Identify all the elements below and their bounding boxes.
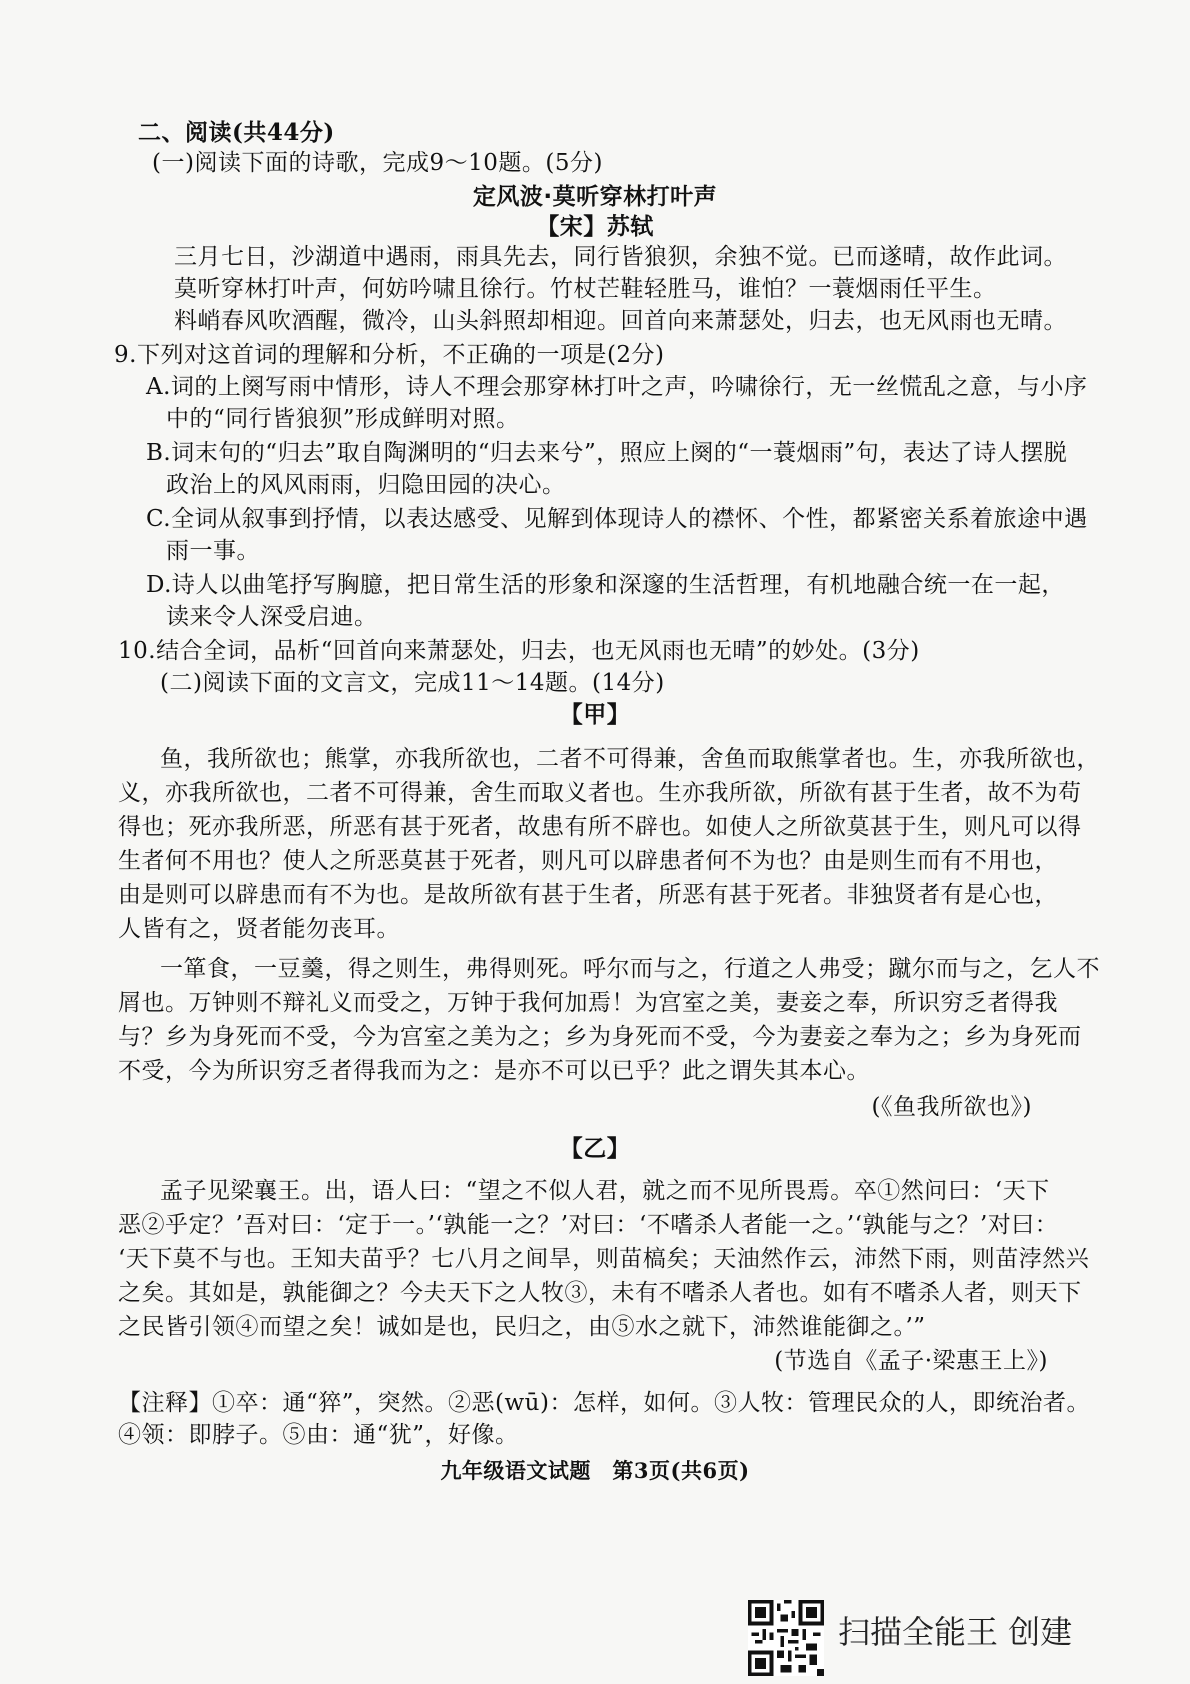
- part1-intro: (一)阅读下面的诗歌，完成9～10题。(5分): [152, 150, 603, 176]
- option-c-line-1: C.全词从叙事到抒情，以表达感受、见解到体现诗人的襟怀、个性，都紧密关系着旅途中遇: [146, 506, 1088, 532]
- yi-heading: 【乙】: [559, 1135, 631, 1162]
- jia-p2-line-4: 不受，今为所识穷乏者得我而为之：是亦不可以已乎？此之谓失其本心。: [118, 1058, 870, 1084]
- option-a-line-2: 中的“同行皆狼狈”形成鲜明对照。: [166, 406, 520, 432]
- section-heading: 二、阅读(共44分): [138, 119, 335, 146]
- jia-p1-line-2: 义，亦我所欲也，二者不可得兼，舍生而取义者也。生亦我所欲，所欲有甚于生者，故不为苟: [118, 780, 1082, 806]
- yi-p1-line-3: ‘天下莫不与也。王知夫苗乎？七八月之间旱，则苗槁矣；天油然作云，沛然下雨，则苗浡然兴: [118, 1246, 1090, 1272]
- jia-p1-line-3: 得也；死亦我所恶，所恶有甚于死者，故患有所不辟也。如使人之所欲莫甚于生，则凡可以得: [118, 814, 1082, 840]
- poem-line-2: 料峭春风吹酒醒，微冷，山头斜照却相迎。回首向来萧瑟处，归去，也无风雨也无晴。: [174, 308, 1067, 334]
- page-footer: 九年级语文试题 第3页(共6页): [440, 1458, 750, 1483]
- jia-p1-line-4: 生者何不用也？使人之所恶莫甚于死者，则凡可以辟患者何不为也？由是则生而有不用也，: [118, 848, 1058, 874]
- poem-title: 定风波·莫听穿林打叶声: [472, 184, 718, 210]
- yi-p1-line-5: 之民皆引领④而望之矣！诚如是也，民归之，由⑤水之就下，沛然谁能御之。’”: [118, 1314, 926, 1340]
- jia-source: (《鱼我所欲也》): [871, 1094, 1032, 1120]
- notes-line-1: 【注释】①卒：通“猝”，突然。②恶(wū)：怎样，如何。③人牧：管理民众的人，即统治者。: [118, 1390, 1090, 1416]
- jia-p2-line-2: 屑也。万钟则不辩礼义而受之，万钟于我何加焉！为宫室之美，妻妾之奉，所识穷乏者得我: [118, 990, 1058, 1016]
- jia-p2-line-1: 一箪食，一豆羹，得之则生，弗得则死。呼尔而与之，行道之人弗受；蹴尔而与之，乞人不: [160, 956, 1100, 982]
- watermark-text: 扫描全能王 创建: [838, 1613, 1073, 1651]
- option-b-line-2: 政治上的风风雨雨，归隐田园的决心。: [166, 472, 566, 498]
- yi-source: (节选自《孟子·梁惠王上》): [774, 1348, 1048, 1374]
- jia-p1-line-1: 鱼，我所欲也；熊掌，亦我所欲也，二者不可得兼，舍鱼而取熊掌者也。生，亦我所欲也，: [160, 746, 1100, 772]
- question-10: 10.结合全词，品析“回首向来萧瑟处，归去，也无风雨也无晴”的妙处。(3分): [118, 638, 920, 664]
- poem-author: 【宋】苏轼: [536, 213, 654, 240]
- qr-code-icon: [748, 1600, 824, 1676]
- part2-intro: (二)阅读下面的文言文，完成11～14题。(14分): [160, 670, 665, 696]
- poem-preface: 三月七日，沙湖道中遇雨，雨具先去，同行皆狼狈，余独不觉。已而遂晴，故作此词。: [174, 244, 1067, 270]
- yi-p1-line-4: 之矣。其如是，孰能御之？今夫天下之人牧③，未有不嗜杀人者也。如有不嗜杀人者，则天下: [118, 1280, 1082, 1306]
- poem-line-1: 莫听穿林打叶声，何妨吟啸且徐行。竹杖芒鞋轻胜马，谁怕？一蓑烟雨任平生。: [174, 276, 997, 302]
- notes-line-2: ④领：即脖子。⑤由：通“犹”，好像。: [118, 1422, 519, 1448]
- yi-p1-line-1: 孟子见梁襄王。出，语人曰：“望之不似人君，就之而不见所畏焉。卒①然问曰：‘天下: [160, 1178, 1050, 1204]
- option-a-line-1: A.词的上阕写雨中情形，诗人不理会那穿林打叶之声，吟啸徐行，无一丝慌乱之意，与小序: [146, 374, 1088, 400]
- yi-p1-line-2: 恶②乎定？’吾对曰：‘定于一。’‘孰能一之？’对曰：‘不嗜杀人者能一之。’‘孰能与之？’对曰：: [118, 1212, 1059, 1238]
- jia-p1-line-5: 由是则可以辟患而有不为也。是故所欲有甚于生者，所恶有甚于死者。非独贤者有是心也，: [118, 882, 1058, 908]
- question-9-stem: 9.下列对这首词的理解和分析，不正确的一项是(2分): [114, 342, 665, 368]
- jia-p1-line-6: 人皆有之，贤者能勿丧耳。: [118, 916, 400, 942]
- option-d-line-1: D.诗人以曲笔抒写胸臆，把日常生活的形象和深邃的生活哲理，有机地融合统一在一起，: [146, 572, 1065, 598]
- option-c-line-2: 雨一事。: [166, 538, 260, 564]
- jia-p2-line-3: 与？乡为身死而不受，今为宫室之美为之；乡为身死而不受，今为妻妾之奉为之；乡为身死而: [118, 1024, 1082, 1050]
- jia-heading: 【甲】: [559, 701, 631, 728]
- option-d-line-2: 读来令人深受启迪。: [166, 604, 378, 630]
- option-b-line-1: B.词末句的“归去”取自陶渊明的“归去来兮”，照应上阕的“一蓑烟雨”句，表达了诗人摆脱: [146, 440, 1068, 466]
